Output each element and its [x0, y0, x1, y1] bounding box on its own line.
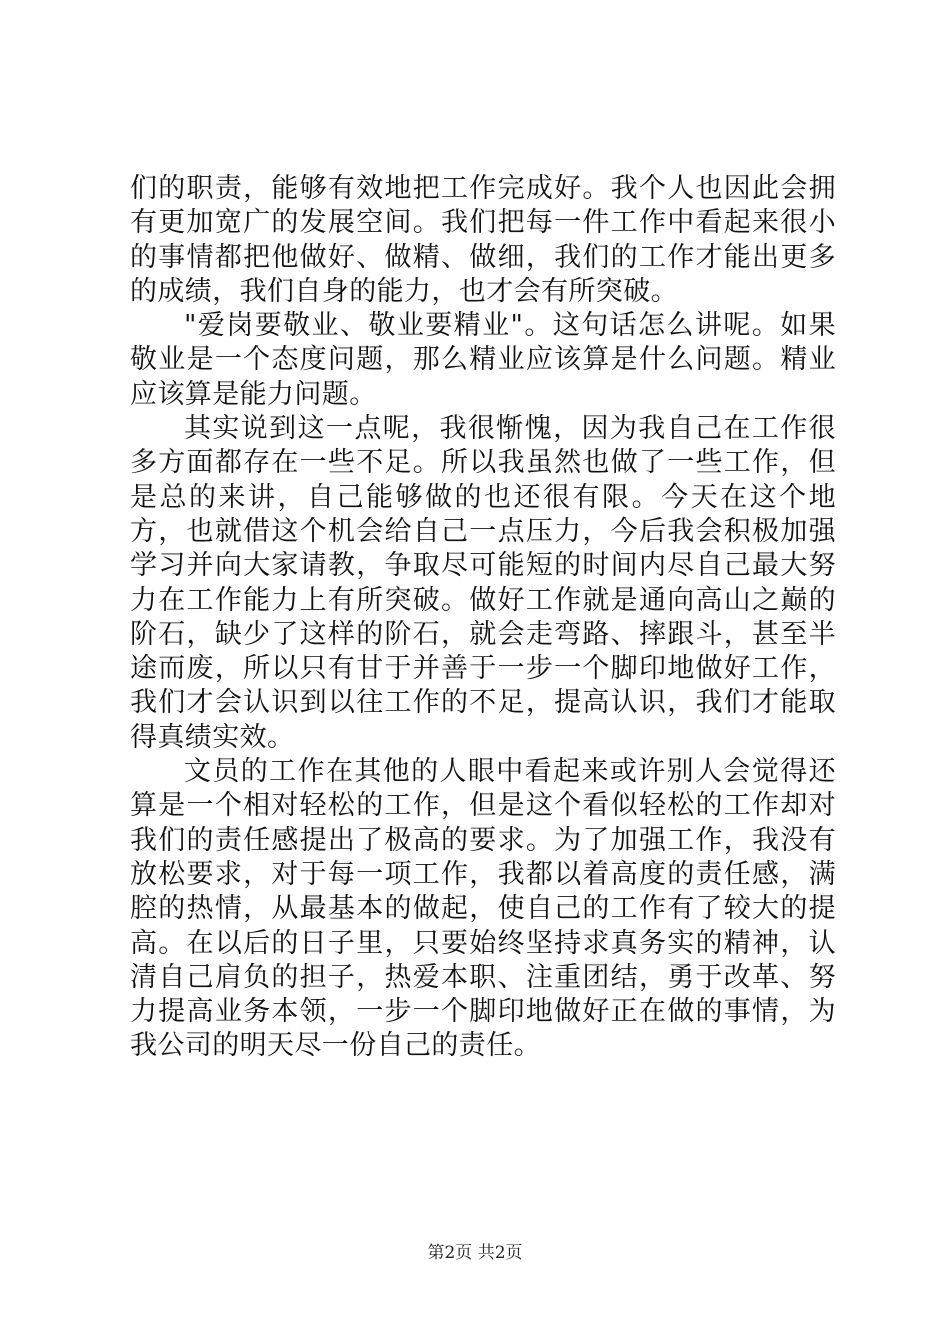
- page-number: 第2页 共2页: [427, 1243, 523, 1263]
- paragraph-jingye: "爱岗要敬业、敬业要精业"。这句话怎么讲呢。如果敬业是一个态度问题，那么精业应该算是什么问题。精业应该算是能力问题。: [130, 310, 836, 410]
- paragraph-shortcomings: 其实说到这一点呢，我很惭愧，因为我自己在工作很多方面都存在一些不足。所以我虽然也做了一些工作，但是总的来讲，自己能够做的也还很有限。今天在这个地方，也就借这个机会给自己一点压力，今后我会积极加强学习并向大家请教，争取尽可能短的时间内尽自己最大努力在工作能力上有所突破。做好工作就是通向高山之巅的阶石，缺少了这样的阶石，就会走弯路、摔跟斗，甚至半途而废，所以只有甘于并善于一步一个脚印地做好工作，我们才会认识到以往工作的不足，提高认识，我们才能取得真绩实效。: [130, 413, 836, 753]
- paragraph-continuation: 们的职责，能够有效地把工作完成好。我个人也因此会拥有更加宽广的发展空间。我们把每一件工作中看起来很小的事情都把他做好、做精、做细，我们的工作才能出更多的成绩，我们自身的能力，也才会有所突破。: [130, 173, 836, 307]
- document-body: [130, 172, 836, 1064]
- paragraph-clerk-work: 文员的工作在其他的人眼中看起来或许别人会觉得还算是一个相对轻松的工作，但是这个看似轻松的工作却对我们的责任感提出了极高的要求。为了加强工作，我没有放松要求，对于每一项工作，我都以着高度的责任感，满腔的热情，从最基本的做起，使自己的工作有了较大的提高。在以后的日子里，只要始终坚持求真务实的精神，认清自己肩负的担子，热爱本职、注重团结，勇于改革、努力提高业务本领，一步一个脚印地做好正在做的事情，为我公司的明天尽一份自己的责任。: [130, 756, 836, 1062]
